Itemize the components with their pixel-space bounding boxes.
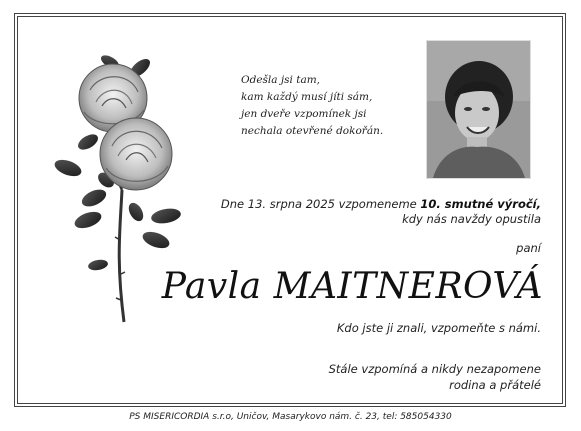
anniversary-text: 10. smutné výročí, — [420, 197, 541, 211]
closing-line-1: Stále vzpomíná a nikdy nezapomene — [328, 362, 541, 376]
poem — [241, 72, 421, 140]
poem-line: kam každý musí jíti sám, — [241, 91, 373, 103]
poem-line: nechala otevřené dokořán. — [241, 125, 384, 137]
poem-line: jen dveře vzpomínek jsi — [241, 108, 367, 120]
departure-line: kdy nás navždy opustila — [402, 212, 541, 226]
poem-line: Odešla jsi tam, — [241, 74, 321, 86]
honorific: paní — [516, 241, 541, 255]
remembrance-request: Kdo jste ji znali, vzpomeňte s námi. — [336, 321, 541, 335]
memorial-date-line — [221, 197, 541, 211]
memorial-date-text: Dne 13. srpna 2025 vzpomeneme — [220, 197, 421, 211]
footer-contact: PS MISERICORDIA s.r.o, Uničov, Masarykovo nám. č. 23, tel: 585054330 — [129, 412, 452, 422]
deceased-name: Pavla MAITNEROVÁ — [161, 266, 543, 307]
closing-line-2: rodina a přátelé — [449, 378, 541, 392]
portrait-photo — [426, 40, 531, 179]
